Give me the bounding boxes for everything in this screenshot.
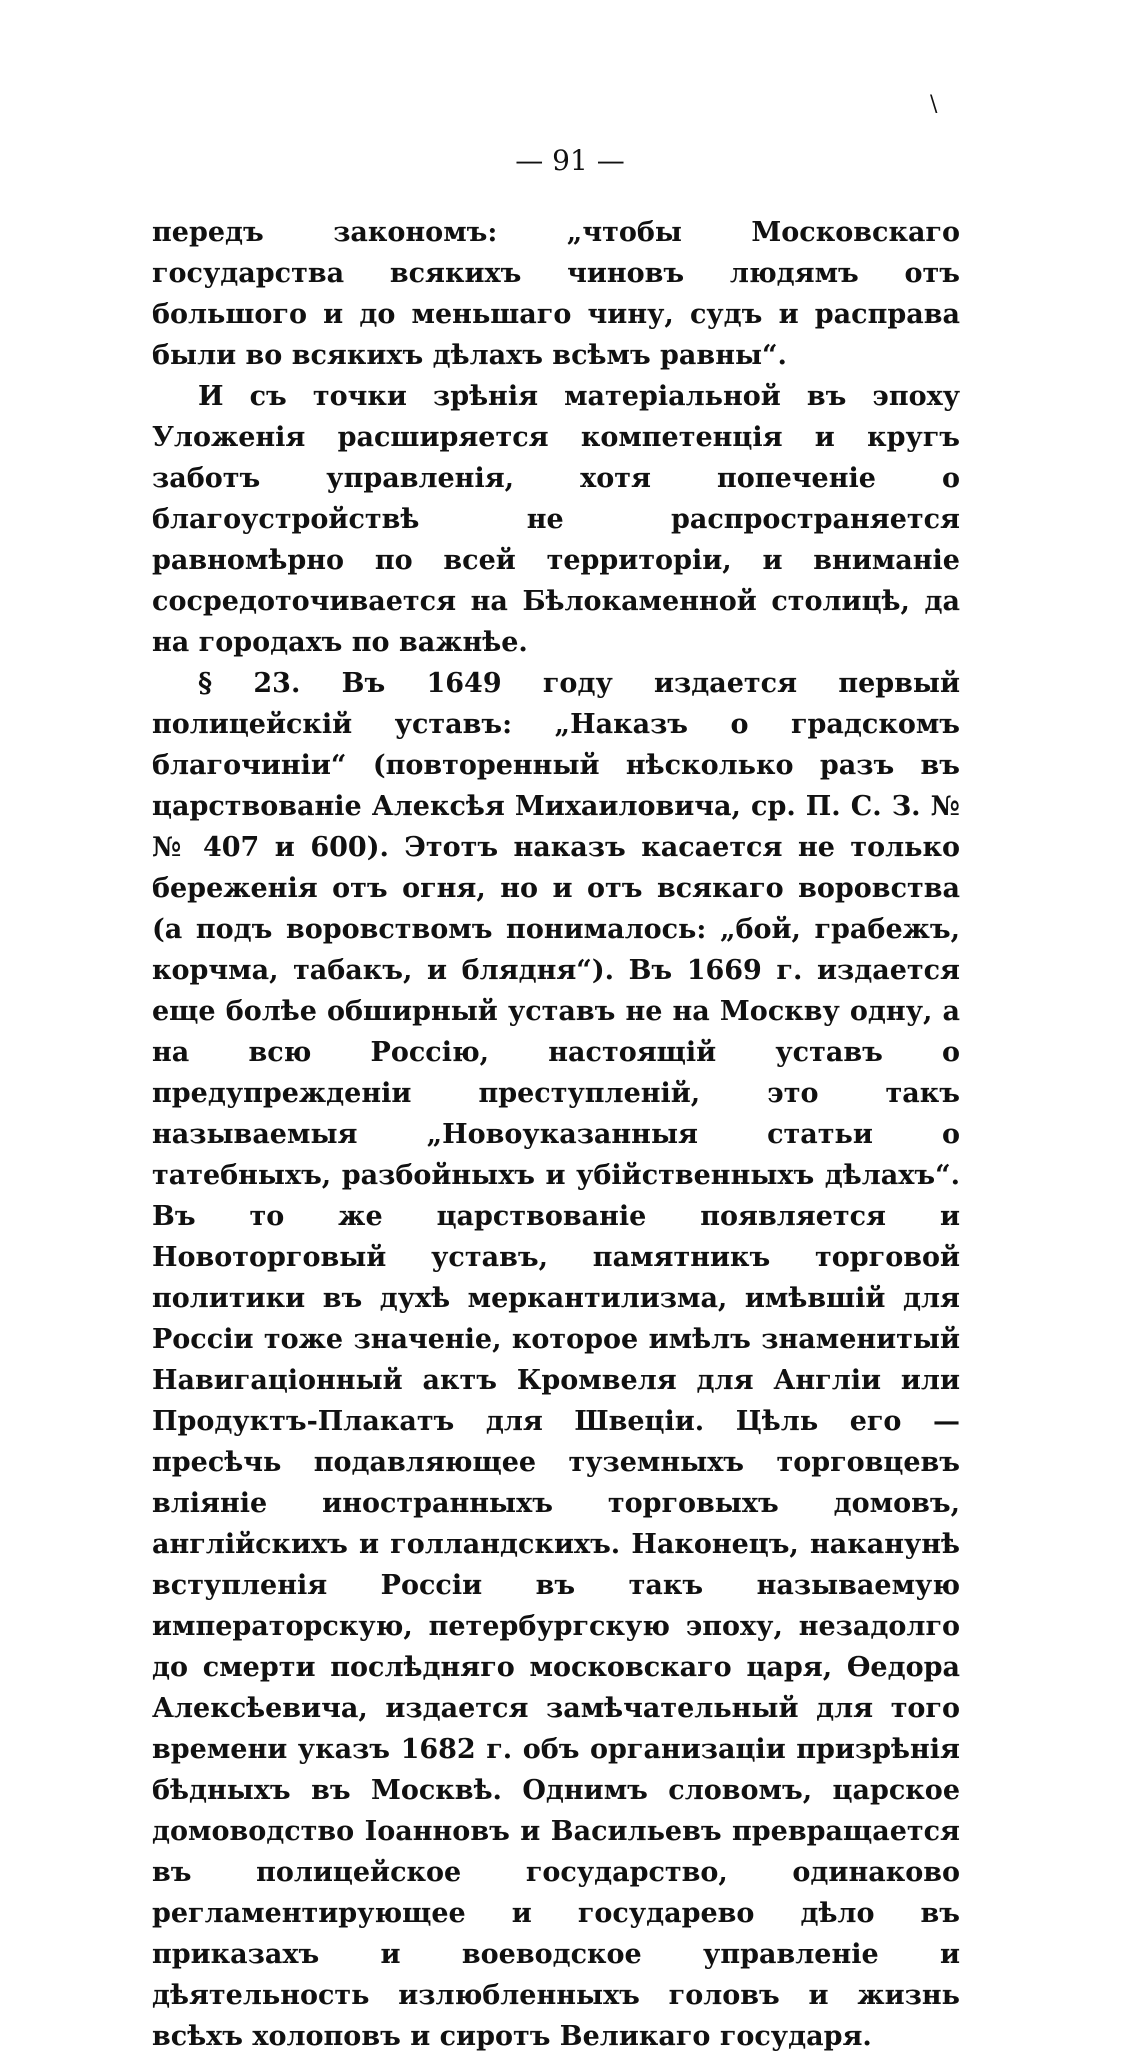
paragraph-2: И съ точки зрѣнія матеріальной въ эпоху Уложенія расширяется компетенція и кругъ заботъ управленія, хотя попеченіе о благоустройствѣ не распространяется равномѣрно по всей территоріи, и вниманіе сосредоточивается на Бѣлокаменной столицѣ, да на городахъ по важнѣе. — [152, 381, 960, 658]
body-text — [152, 212, 960, 2057]
corner-mark: \ — [930, 92, 938, 117]
paragraph-3: § 23. Въ 1649 году издается первый полицейскій уставъ: „Наказъ о градскомъ благочиніи“ (повторенный нѣсколько разъ въ царствованіе Алексѣя Михаиловича, ср. П. С. З. №№ 407 и 600). Этотъ наказъ касается не только береженія отъ огня, но и отъ всякаго воровства (а подъ воровствомъ понималось: „бой, грабежъ, корчма, табакъ, и блядня“). Въ 1669 г. издается еще болѣе обширный уставъ не на Москву одну, а на всю Россію, настоящій уставъ о предупрежденіи преступленій, это такъ называемыя „Новоуказанныя статьи о татебныхъ, разбойныхъ и убійственныхъ дѣлахъ“. Въ то же царствованіе появляется и Новоторговый уставъ, памятникъ торговой политики въ духѣ меркантилизма, имѣвшій для Россіи тоже значеніе, которое имѣлъ знаменитый Навигаціонный актъ Кромвеля для Англіи или Продуктъ-Плакатъ для Швеціи. Цѣль его — пресѣчь подавляющее туземныхъ торговцевъ вліяніе иностранныхъ торговыхъ домовъ, англійскихъ и голландскихъ. Наконецъ, наканунѣ вступленія Россіи въ такъ называемую императорскую, петербургскую эпоху, незадолго до смерти послѣдняго московскаго царя, Ѳедора Алексѣевича, издается замѣчательный для того времени указъ 1682 г. объ организаціи призрѣнія бѣдныхъ въ Москвѣ. Однимъ словомъ, царское домоводство Іоанновъ и Васильевъ превращается въ полицейское государство, одинаково регламентирующее и государево дѣло въ приказахъ и воеводское управленіе и дѣятельность излюбленныхъ головъ и жизнь всѣхъ холоповъ и сиротъ Великаго государя. — [152, 668, 960, 2052]
paragraph-1: передъ закономъ: „чтобы Московскаго государства всякихъ чиновъ людямъ отъ большого и до меньшаго чину, судъ и расправа были во всякихъ дѣлахъ всѣмъ равны“. — [152, 217, 960, 371]
page-number: — 91 — — [515, 144, 625, 177]
